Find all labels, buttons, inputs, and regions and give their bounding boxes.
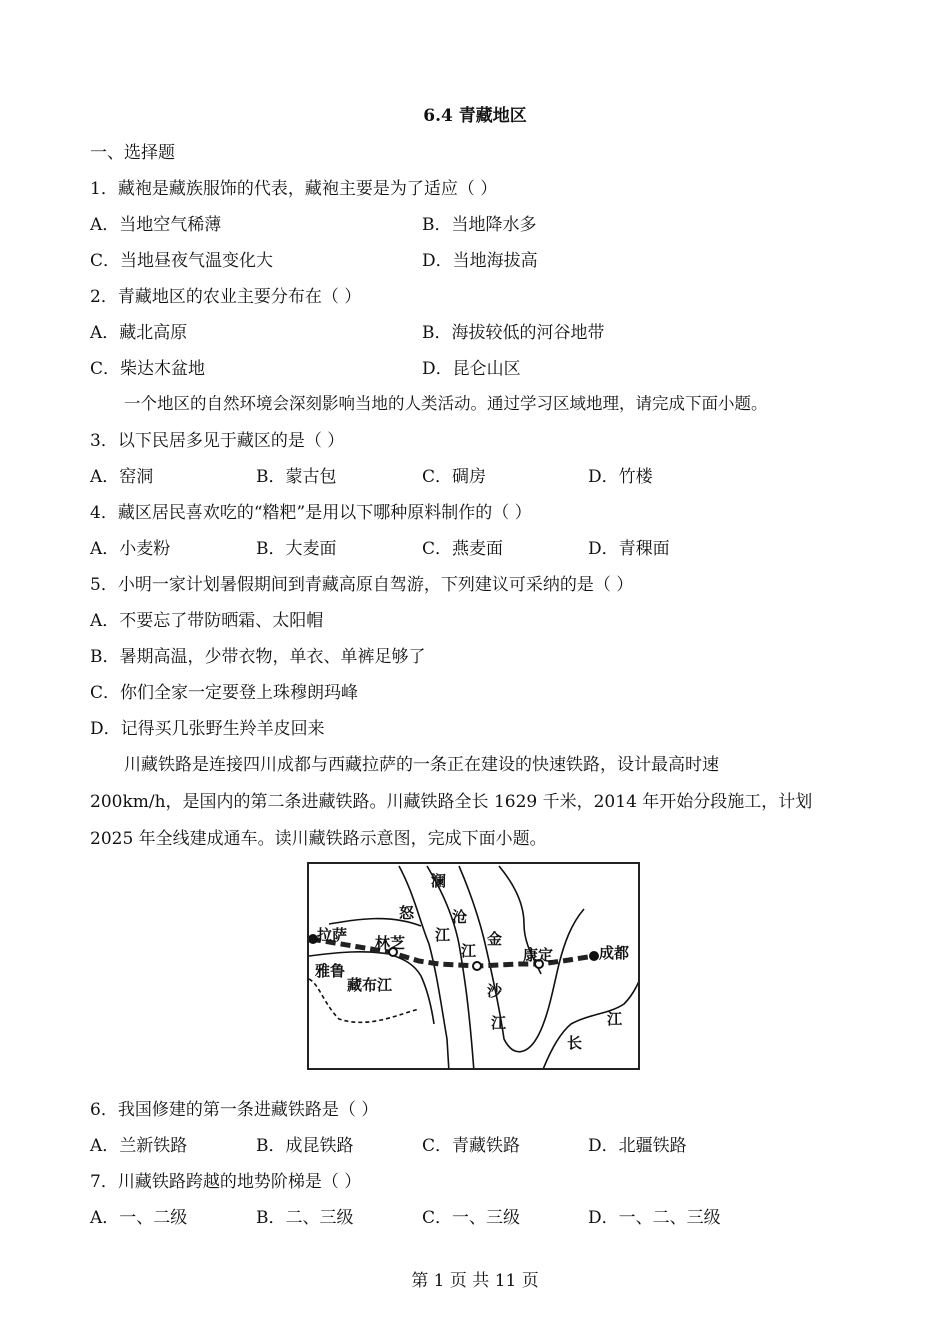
intro-paragraph-2-line1: 川藏铁路是连接四川成都与西藏拉萨的一条正在建设的快速铁路，设计最高时速 — [124, 755, 719, 775]
question-3-stem: 3．以下民居多见于藏区的是（ ） — [90, 431, 345, 451]
question-4-option-d[interactable]: D．青稞面 — [588, 539, 670, 559]
map-label-jin: 金 — [487, 930, 503, 948]
question-1-stem: 1．藏袍是藏族服饰的代表，藏袍主要是为了适应（ ） — [90, 179, 498, 199]
intro-paragraph-1: 一个地区的自然环境会深刻影响当地的人类活动。通过学习区域地理，请完成下面小题。 — [124, 394, 768, 413]
question-2-option-b[interactable]: B．海拔较低的河谷地带 — [422, 323, 605, 343]
question-5-option-a[interactable]: A．不要忘了带防晒霜、太阳帽 — [90, 611, 324, 631]
question-7-option-c[interactable]: C．一、三级 — [422, 1208, 521, 1228]
question-2-stem: 2．青藏地区的农业主要分布在（ ） — [90, 287, 362, 307]
question-6-stem: 6．我国修建的第一条进藏铁路是（ ） — [90, 1100, 379, 1120]
map-label-jiang-lancang: 江 — [461, 942, 477, 960]
map-label-kangding: 康定 — [523, 946, 554, 964]
question-5-option-d[interactable]: D．记得买几张野生羚羊皮回来 — [90, 719, 325, 739]
intro-paragraph-2-line2: 200km/h，是国内的第二条进藏铁路。川藏铁路全长 1629 千米，2014 年开始分段施工，计划 — [90, 792, 813, 812]
question-3-option-d[interactable]: D．竹楼 — [588, 467, 653, 487]
question-3-option-c[interactable]: C．碉房 — [422, 467, 487, 487]
question-6-option-b[interactable]: B．成昆铁路 — [256, 1136, 354, 1156]
question-3-option-b[interactable]: B．蒙古包 — [256, 467, 337, 487]
question-7-option-a[interactable]: A．一、二级 — [90, 1208, 188, 1228]
question-2-option-d[interactable]: D．昆仑山区 — [422, 359, 521, 379]
railway-map — [307, 862, 640, 1070]
question-6-option-a[interactable]: A．兰新铁路 — [90, 1136, 188, 1156]
map-label-lasa: 拉萨 — [317, 926, 348, 944]
map-label-jiang-jinsha: 江 — [491, 1014, 507, 1032]
map-label-lan: 澜 — [431, 872, 447, 890]
map-label-cang: 沧 — [452, 908, 468, 926]
section-heading: 一、选择题 — [90, 143, 175, 163]
map-label-sha: 沙 — [487, 982, 503, 1000]
question-1-option-b[interactable]: B．当地降水多 — [422, 215, 537, 235]
map-label-jiang-changjiang: 江 — [607, 1010, 623, 1028]
question-7-option-d[interactable]: D．一、二、三级 — [588, 1208, 721, 1228]
map-label-chang: 长 — [567, 1034, 583, 1052]
question-4-option-c[interactable]: C．燕麦面 — [422, 539, 504, 559]
chengdu-dot — [589, 951, 599, 961]
map-label-linzhi: 林芝 — [375, 934, 406, 952]
question-1-option-a[interactable]: A．当地空气稀薄 — [90, 215, 222, 235]
railway-map-drawing — [309, 864, 640, 1070]
map-label-nu: 怒 — [399, 904, 415, 922]
question-4-stem: 4．藏区居民喜欢吃的“糌粑”是用以下哪种原料制作的（ ） — [90, 503, 532, 523]
question-2-option-a[interactable]: A．藏北高原 — [90, 323, 188, 343]
map-label-jiang-nu: 江 — [435, 926, 451, 944]
question-3-option-a[interactable]: A．窑洞 — [90, 467, 154, 487]
river-crossing-dot — [473, 962, 481, 970]
question-5-stem: 5．小明一家计划暑假期间到青藏高原自驾游，下列建议可采纳的是（ ） — [90, 575, 634, 595]
map-label-yarlung-2: 藏布江 — [347, 976, 393, 994]
map-label-yarlung-1: 雅鲁 — [315, 962, 346, 980]
page-title: 6.4 青藏地区 — [423, 106, 527, 126]
question-6-option-c[interactable]: C．青藏铁路 — [422, 1136, 521, 1156]
question-7-stem: 7．川藏铁路跨越的地势阶梯是（ ） — [90, 1172, 362, 1192]
question-1-option-d[interactable]: D．当地海拔高 — [422, 251, 538, 271]
question-4-option-a[interactable]: A．小麦粉 — [90, 539, 171, 559]
question-2-option-c[interactable]: C．柴达木盆地 — [90, 359, 206, 379]
intro-paragraph-2-line3: 2025 年全线建成通车。读川藏铁路示意图，完成下面小题。 — [90, 829, 547, 849]
map-label-chengdu: 成都 — [599, 944, 630, 962]
question-1-option-c[interactable]: C．当地昼夜气温变化大 — [90, 251, 274, 271]
question-4-option-b[interactable]: B．大麦面 — [256, 539, 337, 559]
question-6-option-d[interactable]: D．北疆铁路 — [588, 1136, 687, 1156]
page-footer: 第 1 页 共 11 页 — [411, 1271, 539, 1291]
question-5-option-b[interactable]: B．暑期高温，少带衣物，单衣、单裤足够了 — [90, 647, 426, 667]
question-5-option-c[interactable]: C．你们全家一定要登上珠穆朗玛峰 — [90, 683, 359, 703]
question-7-option-b[interactable]: B．二、三级 — [256, 1208, 354, 1228]
nu-river-line — [399, 866, 449, 1070]
yangtze-river-line — [542, 974, 640, 1070]
